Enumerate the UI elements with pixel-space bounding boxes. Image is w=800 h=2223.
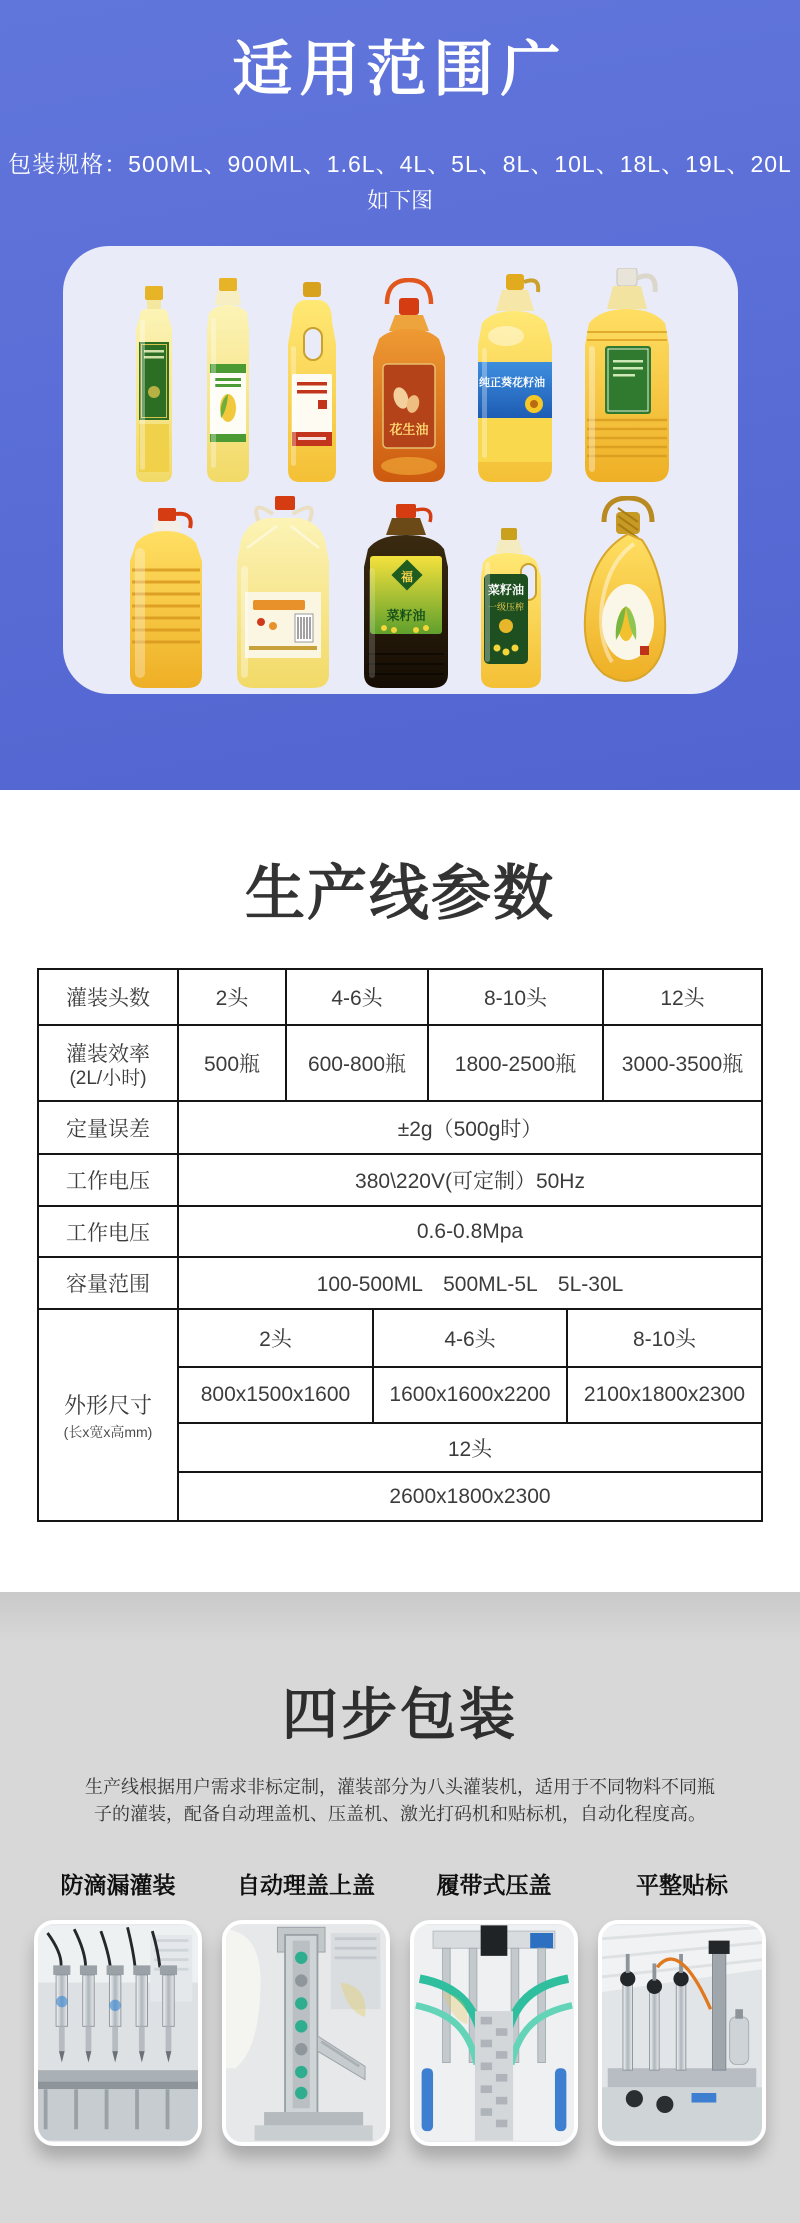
oil-bottle-image	[354, 504, 458, 690]
oil-bottle-image	[120, 508, 212, 690]
cell: 1600x1600x2200	[373, 1367, 567, 1423]
packaging-section	[0, 1592, 800, 2223]
description-line-2: 子的灌装，配备自动理盖机、压盖机、激光打码机和贴标机，自动化程度高。	[94, 1804, 706, 1824]
see-below-note: 如下图	[366, 188, 433, 213]
cell: 500瓶	[178, 1025, 286, 1101]
oil-bottle-image	[274, 282, 350, 484]
cell: 2头	[178, 969, 286, 1025]
oil-bottle-image	[126, 284, 182, 484]
step-caption: 防滴漏灌装	[60, 1872, 176, 1898]
cell: 8-10头	[567, 1310, 761, 1367]
row-label: 定量误差	[38, 1101, 178, 1154]
oil-bottle-image	[473, 528, 553, 690]
row-label-line2: (长x宽x高mm)	[63, 1423, 153, 1440]
table-row	[38, 969, 762, 1025]
cell: 100-500ML 500ML-5L 5L-30L	[178, 1257, 762, 1309]
table-row	[38, 1257, 762, 1309]
cell: ±2g（500g时）	[178, 1101, 762, 1154]
row-label-line2: (2L/小时)	[69, 1067, 147, 1089]
svg-text:福: 福	[400, 570, 414, 584]
description-line-1: 生产线根据用户需求非标定制，灌装部分为八头灌装机，适用于不同物料不同瓶	[85, 1777, 715, 1797]
oil-bottle-image	[227, 496, 339, 690]
packaging-description	[0, 1774, 800, 1828]
packaging-spec-line: 包装规格：500ML、900ML、1.6L、4L、5L、8L、10L、18L、19L、20L	[8, 151, 792, 177]
packaging-title: 四步包装	[282, 1683, 518, 1746]
step-caption: 自动理盖上盖	[237, 1872, 375, 1898]
photo-belt-capping	[410, 1920, 578, 2146]
oil-bottle-image	[568, 496, 680, 690]
oil-bottle-image	[468, 274, 560, 484]
photo-anti-drip-filling	[34, 1920, 202, 2146]
row-label: 容量范围	[38, 1257, 178, 1309]
row-label: 灌装头数	[38, 969, 178, 1025]
svg-text:菜籽油: 菜籽油	[386, 608, 426, 623]
photo-cap-sorting	[222, 1920, 390, 2146]
cell: 8-10头	[428, 969, 603, 1025]
table-row	[38, 1025, 762, 1101]
row-label	[38, 1025, 178, 1101]
oil-bottle-image	[363, 278, 455, 484]
table-row-dimensions	[38, 1309, 762, 1521]
row-label: 工作电压	[38, 1206, 178, 1257]
step-caption: 平整贴标	[636, 1872, 728, 1898]
cell: 800x1500x1600	[179, 1367, 373, 1423]
step-photos-row	[34, 1920, 766, 2146]
table-row	[179, 1472, 761, 1520]
table-row	[179, 1310, 761, 1367]
parameters-section	[0, 790, 800, 1592]
svg-text:菜籽油: 菜籽油	[487, 583, 525, 597]
cell: 2600x1800x2300	[389, 1484, 551, 1508]
row-label	[38, 1309, 178, 1521]
oil-bottle-image	[573, 268, 675, 484]
svg-text:花生油: 花生油	[388, 422, 429, 437]
cell: 1800-2500瓶	[428, 1025, 603, 1101]
bottle-row-2	[63, 490, 738, 690]
cell: 12头	[179, 1423, 761, 1472]
row-label-line1: 外形尺寸	[63, 1392, 152, 1418]
bottle-row-1	[63, 272, 738, 484]
cell: 3000-3500瓶	[603, 1025, 762, 1101]
row-label: 工作电压	[38, 1154, 178, 1206]
photo-flat-labeling	[598, 1920, 766, 2146]
cell: 2头	[179, 1310, 373, 1367]
parameters-title: 生产线参数	[245, 860, 555, 927]
step-captions-row	[34, 1872, 766, 1898]
cell: 380\220V(可定制）50Hz	[178, 1154, 762, 1206]
cell: 12头	[603, 969, 762, 1025]
row-label-line1: 灌装效率	[66, 1042, 150, 1066]
dimensions-subtable-cell	[178, 1309, 762, 1521]
svg-text:一级压榨: 一级压榨	[487, 602, 525, 612]
table-row	[38, 1206, 762, 1257]
table-row	[38, 1101, 762, 1154]
hero-title: 适用范围广	[232, 36, 568, 103]
cell: 600-800瓶	[286, 1025, 428, 1101]
cell: 2100x1800x2300	[567, 1367, 761, 1423]
oil-bottle-image	[195, 278, 261, 484]
cell: 4-6头	[286, 969, 428, 1025]
hero-section	[0, 0, 800, 790]
parameters-table	[37, 968, 763, 1522]
step-caption: 履带式压盖	[436, 1872, 552, 1898]
cell: 0.6-0.8Mpa	[178, 1206, 762, 1257]
table-row	[179, 1423, 761, 1472]
table-row	[38, 1154, 762, 1206]
table-row	[179, 1367, 761, 1423]
svg-text:纯正葵花籽油: 纯正葵花籽油	[478, 377, 545, 389]
bottle-gallery-panel	[63, 246, 738, 694]
dimensions-subtable	[179, 1310, 761, 1520]
cell: 4-6头	[373, 1310, 567, 1367]
